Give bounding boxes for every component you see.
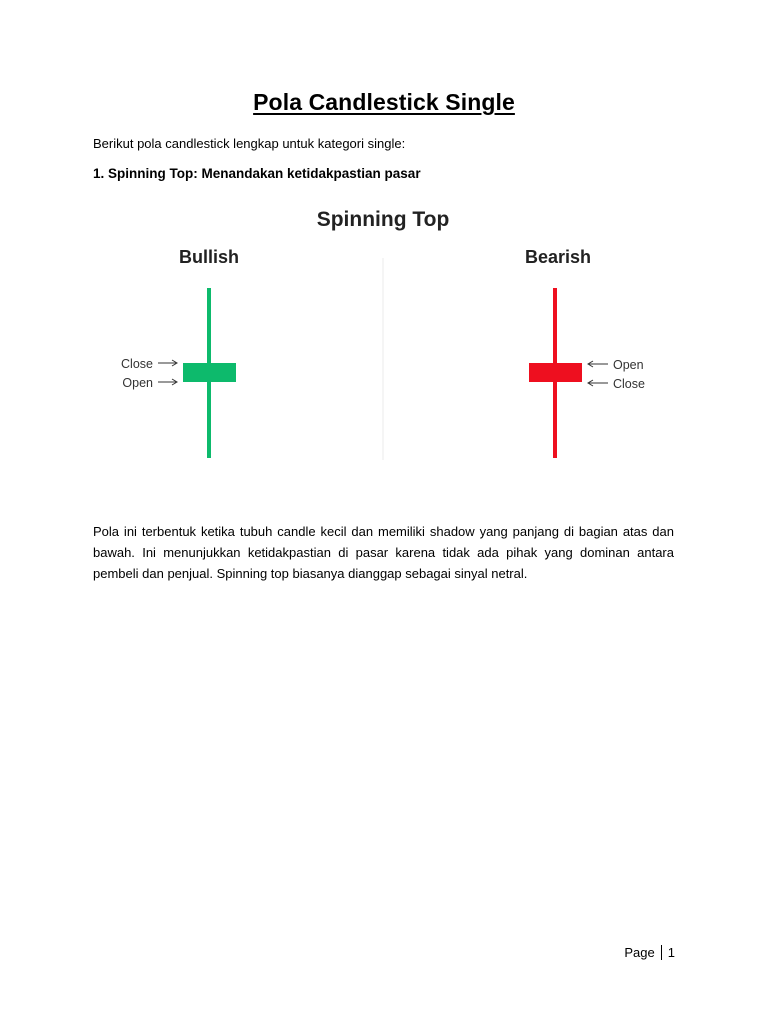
footer-separator <box>661 945 662 960</box>
arrow-right-icon <box>158 360 177 366</box>
body-paragraph: Pola ini terbentuk ketika tubuh candle kecil dan memiliki shadow yang panjang di bagian atas dan bawah. Ini menunjukkan ketidakpastian di pasar karena tidak ada pihak yang dominan antara pembeli dan penjual. Spinning top biasanya dianggap sebagai sinyal netral. <box>93 524 674 581</box>
bearish-open-label: Open <box>613 358 644 372</box>
bullish-label: Bullish <box>178 247 240 267</box>
section-heading: 1. Spinning Top: Menandakan ketidakpastian pasar <box>93 166 421 181</box>
page-title: Pola Candlestick Single <box>253 89 515 115</box>
spinning-top-illustration <box>93 198 673 478</box>
page-label: Page <box>624 945 655 960</box>
bearish-body <box>529 363 582 382</box>
bearish-close-label: Close <box>613 377 645 391</box>
bearish-label: Bearish <box>524 247 592 267</box>
bullish-close-label: Close <box>121 357 153 371</box>
arrow-left-icon <box>588 380 608 386</box>
bullish-body <box>183 363 236 382</box>
arrow-right-icon <box>158 379 177 385</box>
arrow-left-icon <box>588 361 608 367</box>
page-footer <box>624 945 675 960</box>
page-number: 1 <box>667 945 675 960</box>
bullish-open-label: Open <box>122 376 153 390</box>
spinning-top-figure <box>93 198 673 478</box>
figure-title: Spinning Top <box>316 208 450 231</box>
intro-text: Berikut pola candlestick lengkap untuk kategori single: <box>93 136 406 151</box>
